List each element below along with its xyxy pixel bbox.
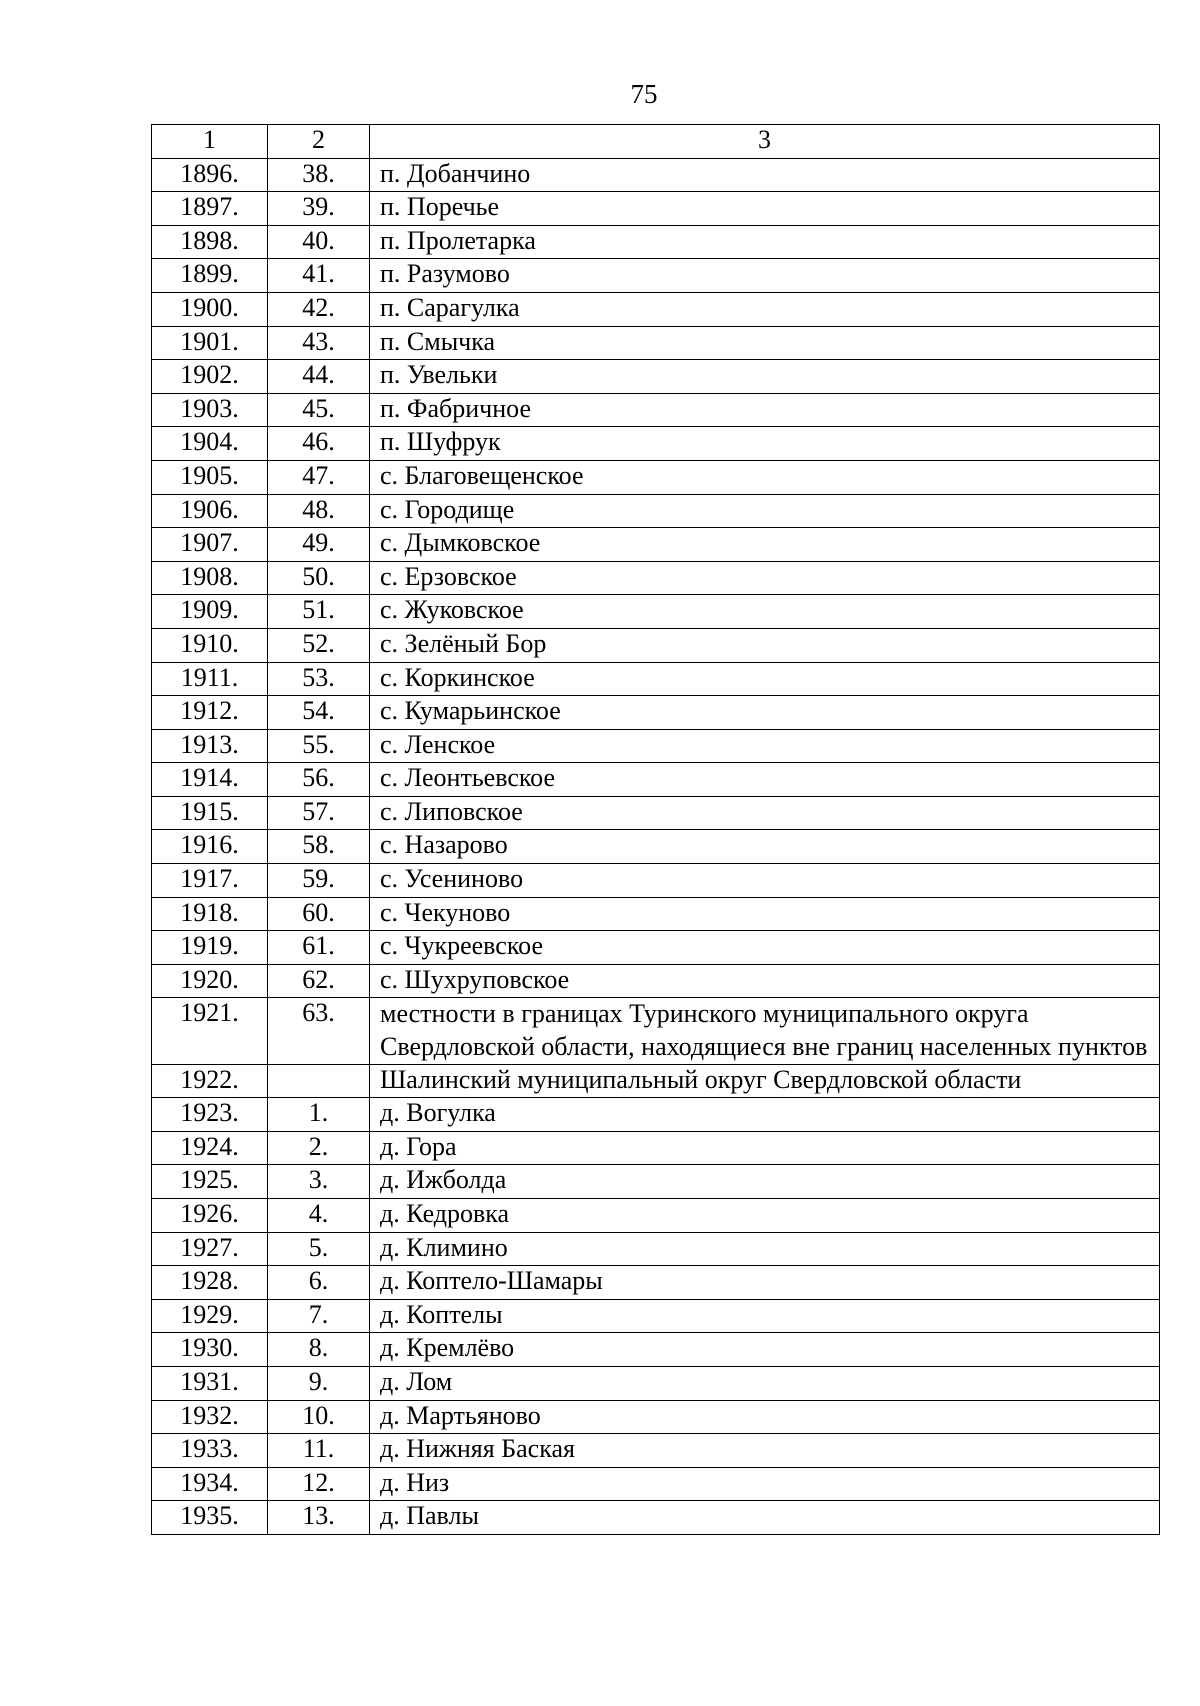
sub-number: 49. bbox=[268, 528, 370, 562]
row-number: 1922. bbox=[152, 1064, 268, 1098]
header-col-1: 1 bbox=[152, 125, 268, 159]
table-row bbox=[152, 427, 1160, 461]
sub-number: 8. bbox=[268, 1333, 370, 1367]
table-row bbox=[152, 1434, 1160, 1468]
settlements-table bbox=[151, 124, 1160, 1535]
sub-number: 9. bbox=[268, 1366, 370, 1400]
settlement-name: с. Шухруповское bbox=[370, 964, 1160, 998]
sub-number: 62. bbox=[268, 964, 370, 998]
sub-number: 55. bbox=[268, 729, 370, 763]
sub-number: 2. bbox=[268, 1131, 370, 1165]
settlement-name: с. Ерзовское bbox=[370, 561, 1160, 595]
settlement-name: с. Зелёный Бор bbox=[370, 628, 1160, 662]
row-number: 1896. bbox=[152, 158, 268, 192]
row-number: 1913. bbox=[152, 729, 268, 763]
row-number: 1916. bbox=[152, 830, 268, 864]
settlement-name: д. Кедровка bbox=[370, 1199, 1160, 1233]
row-number: 1935. bbox=[152, 1501, 268, 1535]
sub-number: 53. bbox=[268, 662, 370, 696]
row-number: 1900. bbox=[152, 292, 268, 326]
settlement-name: д. Вогулка bbox=[370, 1098, 1160, 1132]
table-row bbox=[152, 864, 1160, 898]
row-number: 1914. bbox=[152, 763, 268, 797]
row-number: 1898. bbox=[152, 225, 268, 259]
row-number: 1925. bbox=[152, 1165, 268, 1199]
table-row bbox=[152, 1165, 1160, 1199]
table-row bbox=[152, 628, 1160, 662]
sub-number: 59. bbox=[268, 864, 370, 898]
row-number: 1932. bbox=[152, 1400, 268, 1434]
row-number: 1923. bbox=[152, 1098, 268, 1132]
sub-number: 57. bbox=[268, 796, 370, 830]
row-number: 1912. bbox=[152, 696, 268, 730]
settlement-name: с. Усениново bbox=[370, 864, 1160, 898]
row-number: 1926. bbox=[152, 1199, 268, 1233]
settlement-name: д. Коптелы bbox=[370, 1299, 1160, 1333]
table-row bbox=[152, 561, 1160, 595]
sub-number: 11. bbox=[268, 1434, 370, 1468]
sub-number: 44. bbox=[268, 360, 370, 394]
settlement-name: с. Жуковское bbox=[370, 595, 1160, 629]
table-row bbox=[152, 1501, 1160, 1535]
sub-number: 47. bbox=[268, 460, 370, 494]
table-row bbox=[152, 595, 1160, 629]
table-row bbox=[152, 696, 1160, 730]
table-row bbox=[152, 460, 1160, 494]
sub-number: 4. bbox=[268, 1199, 370, 1233]
row-number: 1905. bbox=[152, 460, 268, 494]
settlement-name: п. Сарагулка bbox=[370, 292, 1160, 326]
row-number: 1899. bbox=[152, 259, 268, 293]
sub-number: 41. bbox=[268, 259, 370, 293]
sub-number: 51. bbox=[268, 595, 370, 629]
table-row bbox=[152, 897, 1160, 931]
settlement-name: с. Липовское bbox=[370, 796, 1160, 830]
row-number: 1934. bbox=[152, 1467, 268, 1501]
sub-number: 46. bbox=[268, 427, 370, 461]
row-number: 1929. bbox=[152, 1299, 268, 1333]
row-number: 1933. bbox=[152, 1434, 268, 1468]
settlement-name: д. Климино bbox=[370, 1232, 1160, 1266]
settlement-name: д. Ижболда bbox=[370, 1165, 1160, 1199]
row-number: 1927. bbox=[152, 1232, 268, 1266]
sub-number: 50. bbox=[268, 561, 370, 595]
table-row bbox=[152, 1467, 1160, 1501]
settlement-name: с. Кумарьинское bbox=[370, 696, 1160, 730]
table-row bbox=[152, 1366, 1160, 1400]
row-number: 1931. bbox=[152, 1366, 268, 1400]
sub-number: 61. bbox=[268, 931, 370, 965]
sub-number: 10. bbox=[268, 1400, 370, 1434]
table-row bbox=[152, 1064, 1160, 1098]
row-number: 1903. bbox=[152, 393, 268, 427]
sub-number: 1. bbox=[268, 1098, 370, 1132]
sub-number: 48. bbox=[268, 494, 370, 528]
sub-number: 38. bbox=[268, 158, 370, 192]
settlement-name: с. Коркинское bbox=[370, 662, 1160, 696]
settlement-name: местности в границах Туринского муниципального округа Свердловской области, находящиеся вне границ населенных пунктов bbox=[370, 998, 1160, 1064]
sub-number: 54. bbox=[268, 696, 370, 730]
settlement-name: п. Пролетарка bbox=[370, 225, 1160, 259]
table-row bbox=[152, 1131, 1160, 1165]
table-row bbox=[152, 1333, 1160, 1367]
row-number: 1908. bbox=[152, 561, 268, 595]
sub-number: 39. bbox=[268, 192, 370, 226]
sub-number: 7. bbox=[268, 1299, 370, 1333]
sub-number: 12. bbox=[268, 1467, 370, 1501]
sub-number: 5. bbox=[268, 1232, 370, 1266]
row-number: 1910. bbox=[152, 628, 268, 662]
row-number: 1901. bbox=[152, 326, 268, 360]
settlement-name: д. Павлы bbox=[370, 1501, 1160, 1535]
table-row bbox=[152, 729, 1160, 763]
sub-number: 60. bbox=[268, 897, 370, 931]
table-row bbox=[152, 662, 1160, 696]
row-number: 1906. bbox=[152, 494, 268, 528]
row-number: 1909. bbox=[152, 595, 268, 629]
settlement-name: с. Леонтьевское bbox=[370, 763, 1160, 797]
row-number: 1917. bbox=[152, 864, 268, 898]
settlement-name: п. Поречье bbox=[370, 192, 1160, 226]
sub-number: 6. bbox=[268, 1266, 370, 1300]
settlement-name: п. Фабричное bbox=[370, 393, 1160, 427]
table-row bbox=[152, 225, 1160, 259]
row-number: 1919. bbox=[152, 931, 268, 965]
settlement-name: п. Шуфрук bbox=[370, 427, 1160, 461]
table-row bbox=[152, 964, 1160, 998]
settlement-name: д. Нижняя Баская bbox=[370, 1434, 1160, 1468]
table-row bbox=[152, 931, 1160, 965]
table-row bbox=[152, 158, 1160, 192]
row-number: 1921. bbox=[152, 998, 268, 1064]
table-body bbox=[152, 125, 1160, 1535]
settlement-name: д. Мартьяново bbox=[370, 1400, 1160, 1434]
row-number: 1902. bbox=[152, 360, 268, 394]
settlement-name: п. Разумово bbox=[370, 259, 1160, 293]
row-number: 1904. bbox=[152, 427, 268, 461]
header-col-3: 3 bbox=[370, 125, 1160, 159]
settlement-name: п. Увельки bbox=[370, 360, 1160, 394]
settlement-name: с. Чекуново bbox=[370, 897, 1160, 931]
table-row bbox=[152, 528, 1160, 562]
sub-number: 3. bbox=[268, 1165, 370, 1199]
header-col-2: 2 bbox=[268, 125, 370, 159]
sub-number: 58. bbox=[268, 830, 370, 864]
table-row bbox=[152, 292, 1160, 326]
row-number: 1928. bbox=[152, 1266, 268, 1300]
sub-number: 56. bbox=[268, 763, 370, 797]
table-row bbox=[152, 326, 1160, 360]
table-row bbox=[152, 360, 1160, 394]
sub-number: 63. bbox=[268, 998, 370, 1064]
settlement-name: д. Гора bbox=[370, 1131, 1160, 1165]
settlement-name: с. Назарово bbox=[370, 830, 1160, 864]
table-row bbox=[152, 1232, 1160, 1266]
table-row bbox=[152, 192, 1160, 226]
page-number: 75 bbox=[630, 79, 658, 109]
table-row bbox=[152, 1098, 1160, 1132]
table-row bbox=[152, 393, 1160, 427]
row-number: 1907. bbox=[152, 528, 268, 562]
sub-number: 45. bbox=[268, 393, 370, 427]
row-number: 1915. bbox=[152, 796, 268, 830]
settlement-name: с. Чукреевское bbox=[370, 931, 1160, 965]
settlement-name: п. Смычка bbox=[370, 326, 1160, 360]
settlement-name: Шалинский муниципальный округ Свердловской области bbox=[370, 1064, 1160, 1098]
settlement-name: с. Дымковское bbox=[370, 528, 1160, 562]
settlement-name: с. Ленское bbox=[370, 729, 1160, 763]
row-number: 1918. bbox=[152, 897, 268, 931]
settlement-name: д. Коптело-Шамары bbox=[370, 1266, 1160, 1300]
row-number: 1924. bbox=[152, 1131, 268, 1165]
settlement-name: с. Городище bbox=[370, 494, 1160, 528]
sub-number: 13. bbox=[268, 1501, 370, 1535]
settlement-name: д. Низ bbox=[370, 1467, 1160, 1501]
row-number: 1897. bbox=[152, 192, 268, 226]
settlement-name: с. Благовещенское bbox=[370, 460, 1160, 494]
settlement-name: п. Добанчино bbox=[370, 158, 1160, 192]
settlement-name: д. Лом bbox=[370, 1366, 1160, 1400]
table-row bbox=[152, 796, 1160, 830]
table-row bbox=[152, 1299, 1160, 1333]
sub-number: 43. bbox=[268, 326, 370, 360]
table-header-row bbox=[152, 125, 1160, 159]
sub-number: 42. bbox=[268, 292, 370, 326]
row-number: 1930. bbox=[152, 1333, 268, 1367]
table-row bbox=[152, 494, 1160, 528]
table-row bbox=[152, 1266, 1160, 1300]
table-row bbox=[152, 1400, 1160, 1434]
sub-number bbox=[268, 1064, 370, 1098]
table-row bbox=[152, 1199, 1160, 1233]
table-row bbox=[152, 763, 1160, 797]
settlement-name: д. Кремлёво bbox=[370, 1333, 1160, 1367]
row-number: 1911. bbox=[152, 662, 268, 696]
table-row bbox=[152, 998, 1160, 1064]
table-row bbox=[152, 259, 1160, 293]
sub-number: 52. bbox=[268, 628, 370, 662]
sub-number: 40. bbox=[268, 225, 370, 259]
table-row bbox=[152, 830, 1160, 864]
row-number: 1920. bbox=[152, 964, 268, 998]
